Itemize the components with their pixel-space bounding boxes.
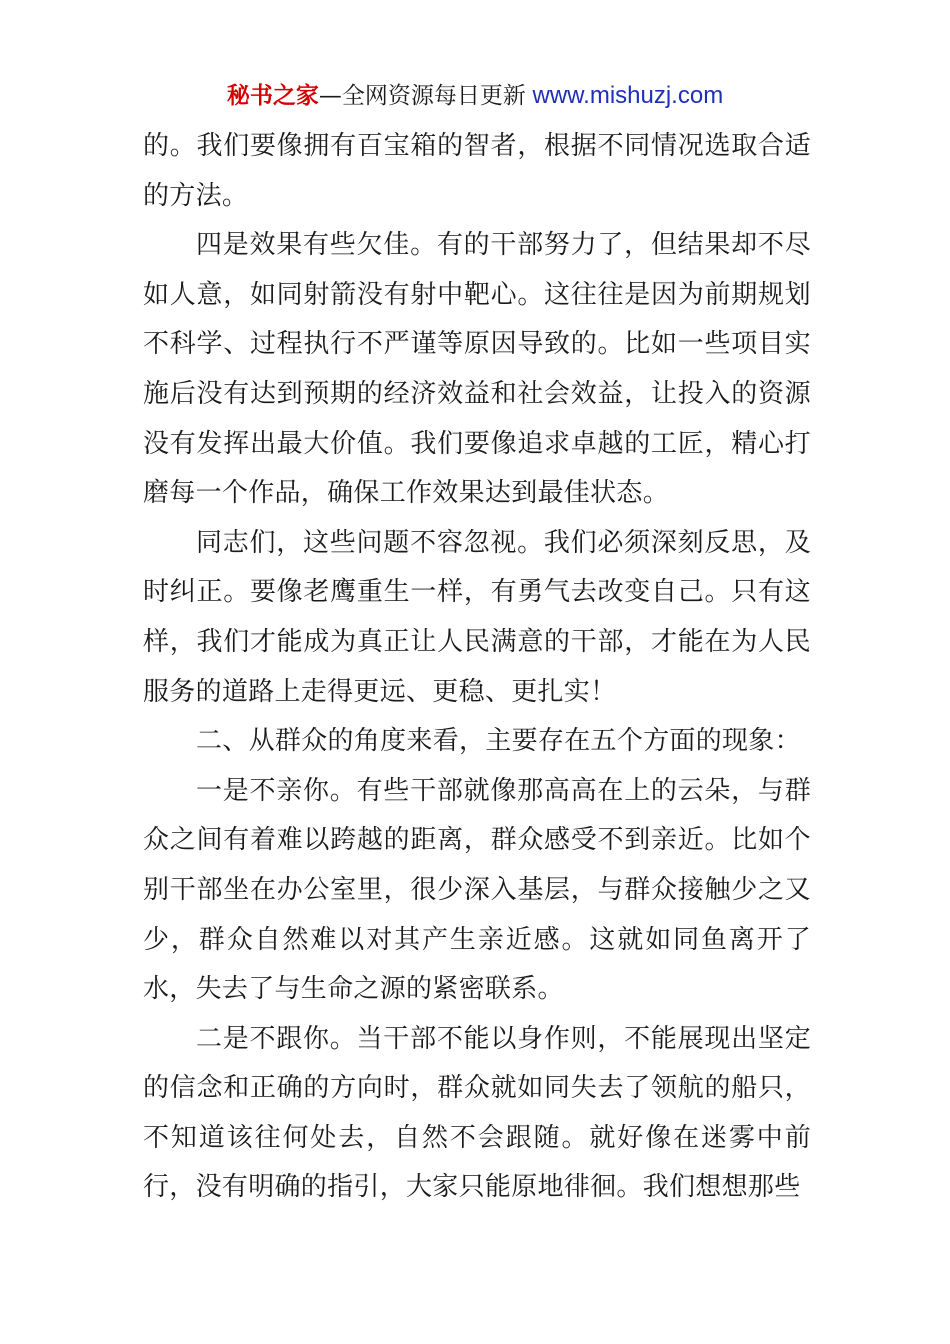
paragraph-continuation: 的。我们要像拥有百宝箱的智者，根据不同情况选取合适的方法。 — [143, 131, 811, 211]
paragraph-conclusion: 同志们，这些问题不容忽视。我们必须深刻反思，及时纠正。要像老鹰重生一样，有勇气去改变自己。只有这样，我们才能成为真正让人民满意的干部，才能在为人民服务的道路上走得更远、更稳、更扎实！ — [143, 527, 811, 707]
paragraph-point-two: 二是不跟你。当干部不能以身作则，不能展现出坚定的信念和正确的方向时，群众就如同失去了领航的船只，不知道该往何处去，自然不会跟随。就好像在迷雾中前行，没有明确的指引，大家只能原地徘徊。我们想想那些 — [143, 1023, 811, 1203]
document-body — [143, 122, 811, 1213]
page-header — [0, 80, 950, 112]
paragraph-point-one: 一是不亲你。有些干部就像那高高在上的云朵，与群众之间有着难以跨越的距离，群众感受不到亲近。比如个别干部坐在办公室里，很少深入基层，与群众接触少之又少，群众自然难以对其产生亲近感。这就如同鱼离开了水，失去了与生命之源的紧密联系。 — [143, 775, 811, 1005]
site-url-link[interactable]: www.mishuzj.com — [525, 82, 724, 109]
paragraph-point-four: 四是效果有些欠佳。有的干部努力了，但结果却不尽如人意，如同射箭没有射中靶心。这往往是因为前期规划不科学、过程执行不严谨等原因导致的。比如一些项目实施后没有达到预期的经济效益和社会效益，让投入的资源没有发挥出最大价值。我们要像追求卓越的工匠，精心打磨每一个作品，确保工作效果达到最佳状态。 — [143, 230, 811, 509]
section-heading: 二、从群众的角度来看，主要存在五个方面的现象： — [196, 726, 801, 757]
header-tagline: —全网资源每日更新 — [318, 83, 526, 109]
brand-name: 秘书之家 — [226, 83, 319, 109]
